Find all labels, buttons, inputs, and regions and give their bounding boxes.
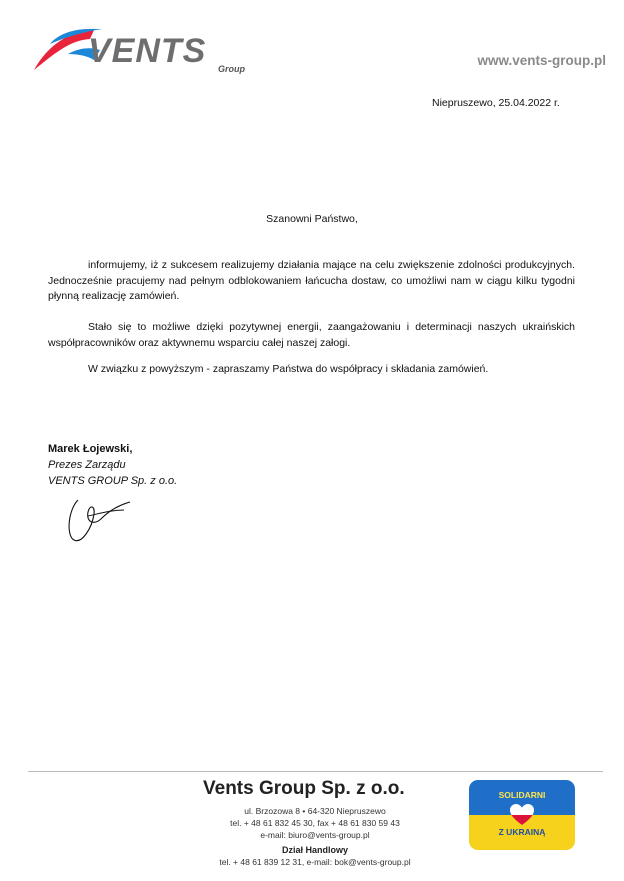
paragraph-3 bbox=[48, 362, 575, 378]
footer-address: ul. Brzozowa 8 • 64-320 Niepruszewo bbox=[244, 806, 386, 816]
paragraph-1-text: informujemy, iż z sukcesem realizujemy działania mające na celu zwiększenie zdolności produkcyjnych. Jednocześnie pracujemy nad pełnym odblokowaniem łańcucha dostaw, co umożliwi nam w ciągu kilku tygodni płynną realizację zamówień. bbox=[48, 259, 575, 302]
vents-logo bbox=[28, 26, 260, 76]
logo-subtitle: Group bbox=[218, 64, 245, 74]
footer-department: Dział Handlowy bbox=[281, 845, 348, 855]
paragraph-2 bbox=[48, 320, 575, 351]
badge-bottom-text: Z UKRAINĄ bbox=[498, 827, 546, 837]
signatory-name: Marek Łojewski, bbox=[48, 443, 133, 455]
footer-company-name: Vents Group Sp. z o.o. bbox=[203, 778, 405, 799]
paragraph-3-text: W związku z powyższym - zapraszamy Państwa do współpracy i składania zamówień. bbox=[88, 363, 489, 375]
signatory-title: Prezes Zarządu bbox=[48, 459, 126, 471]
badge-top-text: SOLIDARNI bbox=[498, 790, 546, 800]
footer-department-contact: tel. + 48 61 839 12 31, e-mail: bok@vents-group.pl bbox=[219, 857, 411, 867]
letter-date: Niepruszewo, 25.04.2022 r. bbox=[432, 97, 560, 109]
footer-email: e-mail: biuro@vents-group.pl bbox=[260, 830, 370, 840]
website-url: www.vents-group.pl bbox=[477, 53, 606, 68]
solidarity-ukraine-badge bbox=[469, 780, 575, 850]
signatory-company: VENTS GROUP Sp. z o.o. bbox=[48, 475, 178, 487]
heart-icon bbox=[510, 804, 534, 826]
paragraph-1 bbox=[48, 258, 575, 305]
footer-divider bbox=[28, 771, 603, 772]
paragraph-2-text: Stało się to możliwe dzięki pozytywnej energii, zaangażowaniu i determinacji naszych ukraińskich współpracowników oraz aktywnemu wsparciu całej naszej załogi. bbox=[48, 321, 575, 349]
footer-phones: tel. + 48 61 832 45 30, fax + 48 61 830 59 43 bbox=[230, 818, 400, 828]
salutation: Szanowni Państwo, bbox=[266, 213, 358, 225]
handwritten-signature bbox=[64, 492, 134, 544]
logo-wordmark: VENTS bbox=[88, 32, 207, 70]
